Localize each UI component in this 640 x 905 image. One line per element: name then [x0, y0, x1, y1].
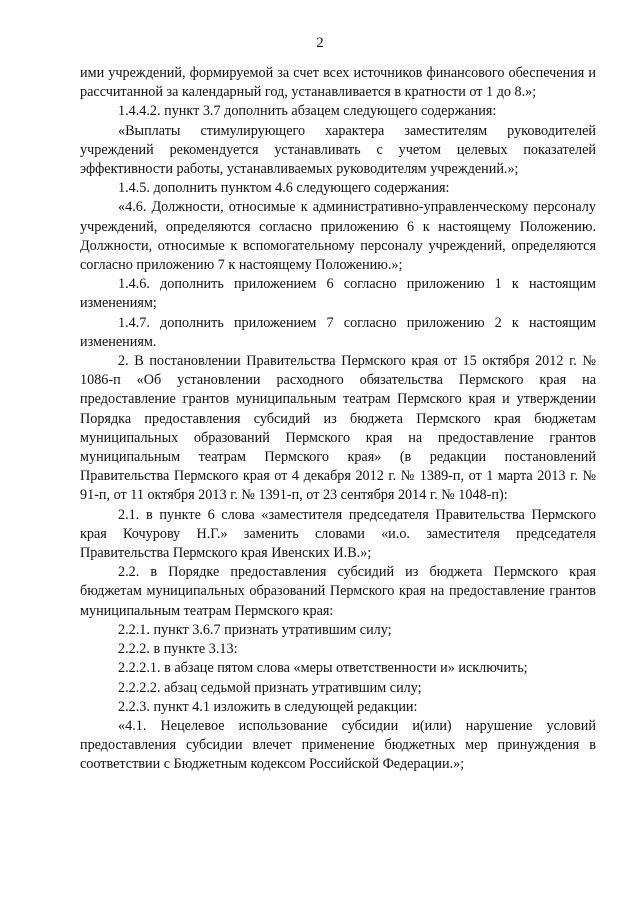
paragraph-2-1: 2.1. в пункте 6 слова «заместителя председателя Правительства Пермского края Кочурову Н.Г.» заменить словами «и.о. заместителя председателя Правительства Пермского края Ивенских И.В.»;	[80, 506, 596, 562]
page-number: 2	[316, 35, 324, 51]
paragraph-2-2-1: 2.2.1. пункт 3.6.7 признать утратившим силу;	[118, 621, 392, 638]
paragraph-quote-incentive-payments: «Выплаты стимулирующего характера заместителям руководителей учреждений рекомендуется устанавливать с учетом целевых показателей эффективности работы, устанавливаемых руководителям учреждений.»;	[80, 122, 596, 178]
paragraph-1-4-7: 1.4.7. дополнить приложением 7 согласно приложению 2 к настоящим изменениям.	[80, 314, 596, 350]
paragraph-2: 2. В постановлении Правительства Пермского края от 15 октября 2012 г. № 1086-п «Об установлении расходного обязательства Пермского края на предоставление грантов муниципальным театрам Пермского края и утверждении Порядка предоставления субсидий из бюджета Пермского края бюджетам муниципальных образований Пермского края на предоставление грантов муниципальным театрам Пермского края» (в редакции постановлений Правительства Пермского края от 4 декабря 2012 г. № 1389-п, от 1 марта 2013 г. № 91-п, от 11 октября 2013 г. № 1391-п, от 23 сентября 2014 г. № 1048-п):	[80, 353, 596, 504]
paragraph-2-2-2: 2.2.2. в пункте 3.13:	[118, 641, 238, 658]
paragraph-2-2-2-2: 2.2.2.2. абзац седьмой признать утратившим силу;	[118, 679, 422, 696]
paragraph-1-4-6: 1.4.6. дополнить приложением 6 согласно приложению 1 к настоящим изменениям;	[80, 276, 596, 312]
paragraph-quote-4-1: «4.1. Нецелевое использование субсидии и(или) нарушение условий предоставления субсидии влечет применение бюджетных мер принуждения в соответствии с Бюджетным кодексом Российской Федерации.»;	[80, 717, 596, 773]
paragraph-1-4-4-2: 1.4.4.2. пункт 3.7 дополнить абзацем следующего содержания:	[118, 103, 497, 120]
paragraph-quote-4-6: «4.6. Должности, относимые к административно-управленческому персоналу учреждений, определяются согласно приложению 6 к настоящему Положению. Должности, относимые к вспомогательному персоналу учреждений, определяются согласно приложению 7 к настоящему Положению.»;	[80, 199, 596, 274]
document-body	[80, 64, 596, 775]
paragraph-2-2-3: 2.2.3. пункт 4.1 изложить в следующей редакции:	[118, 698, 418, 715]
paragraph-2-2: 2.2. в Порядке предоставления субсидий из бюджета Пермского края бюджетам муниципальных образований Пермского края на предоставление грантов муниципальным театрам Пермского края:	[80, 564, 596, 619]
paragraph-2-2-2-1: 2.2.2.1. в абзаце пятом слова «меры ответственности и» исключить;	[118, 660, 528, 677]
paragraph-1-4-5: 1.4.5. дополнить пунктом 4.6 следующего содержания:	[118, 180, 450, 197]
paragraph-continuation: ими учреждений, формируемой за счет всех источников финансового обеспечения и рассчитанной за календарный год, устанавливается в кратности от 1 до 8.»;	[80, 65, 596, 101]
